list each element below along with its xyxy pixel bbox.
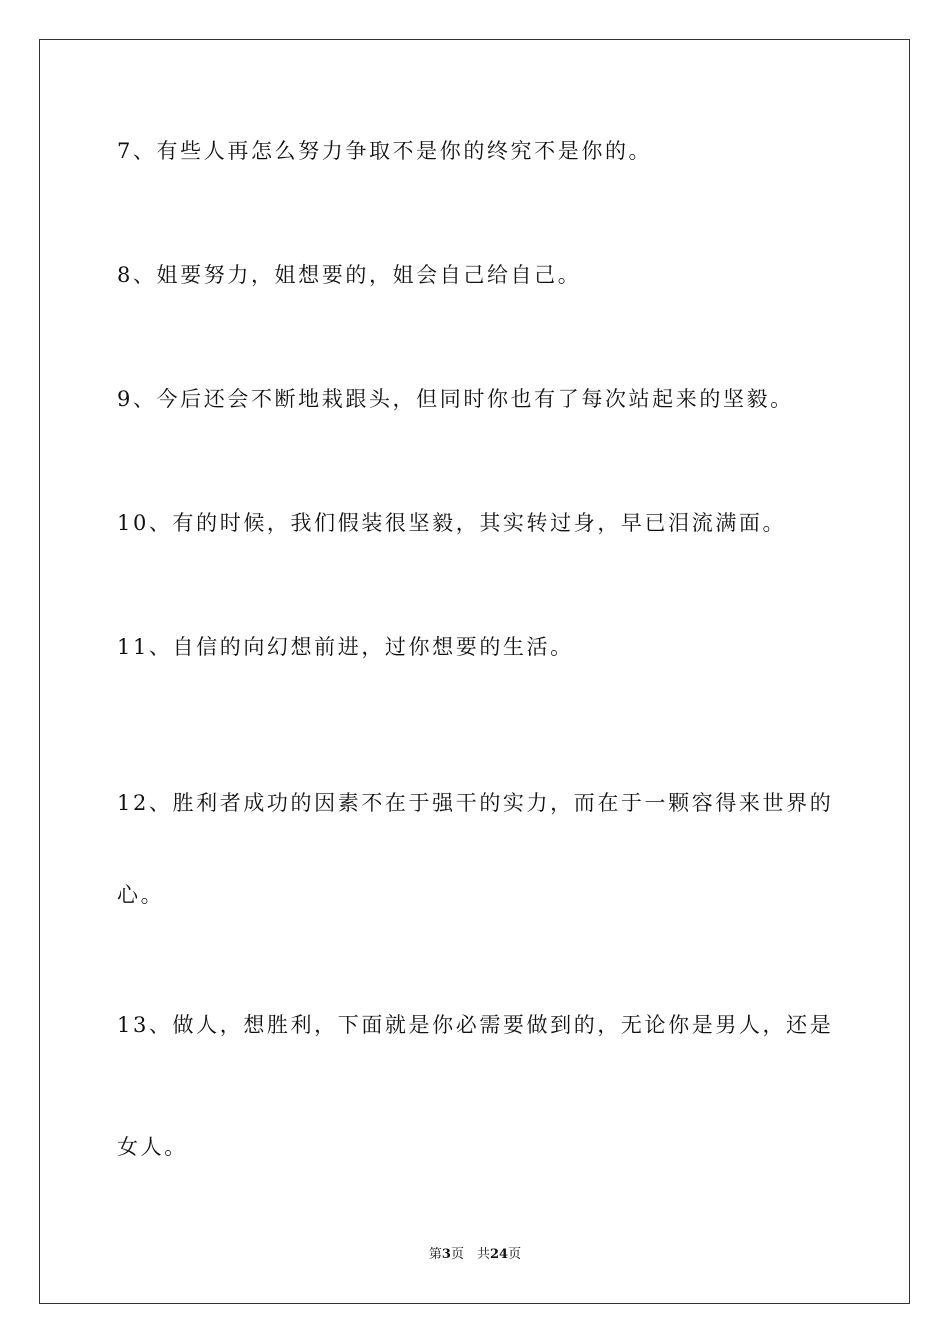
footer-suffix: 页 <box>508 1247 522 1262</box>
text-line: 心。 <box>117 883 165 907</box>
text-line: 13、做人，想胜利，下面就是你必需要做到的，无论你是男人，还是 <box>117 1013 834 1037</box>
text-line: 10、有的时候，我们假装很坚毅，其实转过身，早已泪流满面。 <box>117 511 787 535</box>
footer-prefix: 第 <box>428 1247 442 1262</box>
page-frame <box>39 39 910 1304</box>
footer-page-number: 3 <box>441 1247 451 1262</box>
text-line: 8、姐要努力，姐想要的，姐会自己给自己。 <box>117 263 582 287</box>
text-line: 11、自信的向幻想前进，过你想要的生活。 <box>117 635 574 659</box>
text-line: 7、有些人再怎么努力争取不是你的终究不是你的。 <box>117 139 653 163</box>
page-footer <box>0 1246 950 1264</box>
text-line: 女人。 <box>117 1135 188 1159</box>
text-line: 12、胜利者成功的因素不在于强干的实力，而在于一颗容得来世界的 <box>117 791 834 815</box>
footer-middle: 页 共 <box>450 1247 490 1262</box>
text-line: 9、今后还会不断地栽跟头，但同时你也有了每次站起来的坚毅。 <box>117 387 794 411</box>
footer-total-pages: 24 <box>489 1247 509 1262</box>
